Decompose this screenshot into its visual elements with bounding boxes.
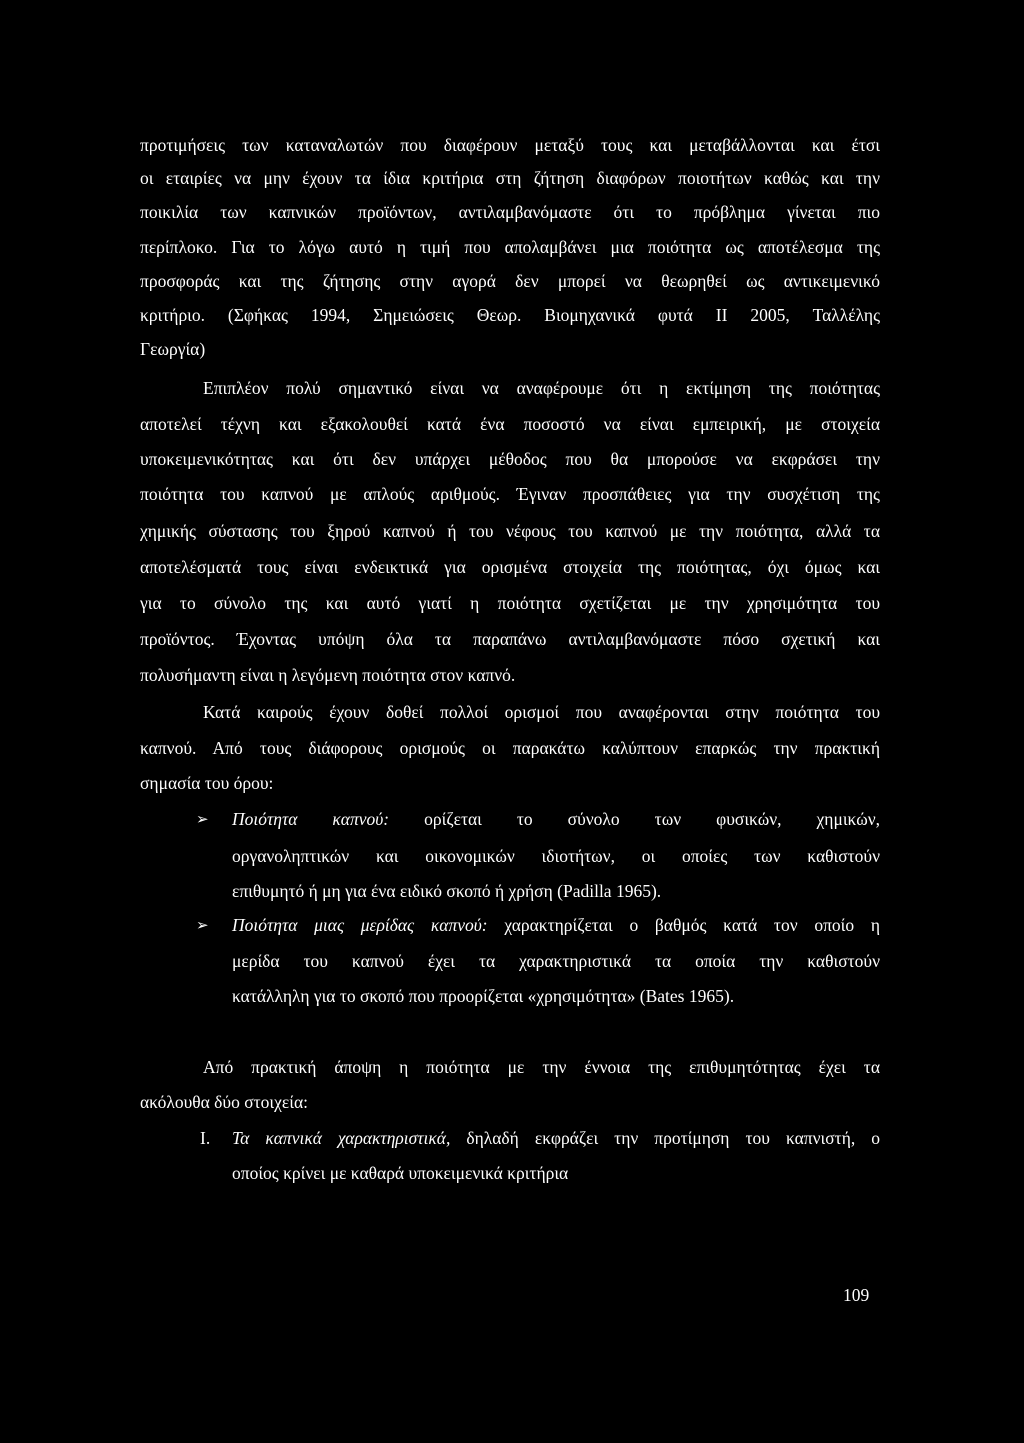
page-number: 109 bbox=[843, 1285, 870, 1305]
text-line: Από πρακτική άποψη η ποιότητα με την έννοια της επιθυμητότητας έχει τα bbox=[203, 1057, 880, 1077]
text-line: πολυσήμαντη είναι η λεγόμενη ποιότητα στον καπνό. bbox=[140, 665, 516, 685]
arrow-bullet-icon: ➢ bbox=[196, 810, 209, 828]
text-line: χημικής σύστασης του ξηρού καπνού ή του νέφους του καπνού με την ποιότητα, αλλά τα bbox=[140, 521, 880, 541]
bullet-item bbox=[232, 808, 880, 830]
text-line: κριτήριο. (Σφήκας 1994, Σημειώσεις Θεωρ. Βιομηχανικά φυτά II 2005, Ταλλέλης bbox=[140, 305, 880, 325]
text-line: προσφοράς και της ζήτησης στην αγορά δεν μπορεί να θεωρηθεί ως αντικειμενικό bbox=[140, 271, 880, 291]
list-number: I. bbox=[200, 1128, 211, 1148]
bullet-item bbox=[232, 914, 880, 936]
text-line: προτιμήσεις των καταναλωτών που διαφέρουν μεταξύ τους και μεταβάλλονται και έτσι bbox=[140, 135, 880, 155]
text-line: οργανοληπτικών και οικονομικών ιδιοτήτων, οι οποίες των καθιστούν bbox=[232, 846, 880, 866]
text-line: καπνού. Από τους διάφορους ορισμούς οι παρακάτω καλύπτουν επαρκώς την πρακτική bbox=[140, 738, 880, 758]
text-line: οποίος κρίνει με καθαρά υποκειμενικά κριτήρια bbox=[232, 1163, 569, 1183]
text-line: ακόλουθα δύο στοιχεία: bbox=[140, 1092, 308, 1112]
arrow-bullet-icon: ➢ bbox=[196, 916, 209, 934]
text-line: Γεωργία) bbox=[140, 339, 206, 359]
text-line: για το σύνολο της και αυτό γιατί η ποιότητα σχετίζεται με την χρησιμότητα του bbox=[140, 593, 880, 613]
text-line: υποκειμενικότητας και ότι δεν υπάρχει μέθοδος που θα μπορούσε να εκφράσει την bbox=[140, 449, 880, 469]
text-line: Κατά καιρούς έχουν δοθεί πολλοί ορισμοί που αναφέρονται στην ποιότητα του bbox=[203, 702, 880, 722]
text-line: προϊόντος. Έχοντας υπόψη όλα τα παραπάνω αντιλαμβανόμαστε πόσο σχετική και bbox=[140, 629, 880, 649]
bullet-text: χαρακτηρίζεται ο βαθμός κατά τον οποίο η bbox=[487, 915, 881, 935]
text-line: αποτελεί τέχνη και εξακολουθεί κατά ένα ποσοστό να είναι εμπειρική, με στοιχεία bbox=[140, 414, 880, 434]
text-line: μερίδα του καπνού έχει τα χαρακτηριστικά τα οποία την καθιστούν bbox=[232, 951, 880, 971]
bullet-term: Ποιότητα μιας μερίδας καπνού: bbox=[232, 915, 488, 935]
text-line: αποτελέσματά τους είναι ενδεικτικά για ορισμένα στοιχεία της ποιότητας, όχι όμως και bbox=[140, 557, 880, 577]
text-line: οι εταιρίες να μην έχουν τα ίδια κριτήρια στη ζήτηση διαφόρων ποιοτήτων καθώς και την bbox=[140, 168, 880, 188]
text-line: κατάλληλη για το σκοπό που προορίζεται «χρησιμότητα» (Bates 1965). bbox=[232, 986, 735, 1006]
text-line: Επιπλέον πολύ σημαντικό είναι να αναφέρουμε ότι η εκτίμηση της ποιότητας bbox=[203, 378, 880, 398]
text-line: ποικιλία των καπνικών προϊόντων, αντιλαμβανόμαστε ότι το πρόβλημα γίνεται πιο bbox=[140, 202, 880, 222]
text-line: ποιότητα του καπνού με απλούς αριθμούς. Έγιναν προσπάθειες για την συσχέτιση της bbox=[140, 484, 880, 504]
numbered-item bbox=[232, 1127, 880, 1149]
numbered-term: Τα καπνικά χαρακτηριστικά, bbox=[232, 1128, 451, 1148]
text-line: περίπλοκο. Για το λόγω αυτό η τιμή που απολαμβάνει μια ποιότητα ως αποτέλεσμα της bbox=[140, 237, 880, 257]
text-line: επιθυμητό ή μη για ένα ειδικό σκοπό ή χρήση (Padilla 1965). bbox=[232, 881, 662, 901]
text-line: σημασία του όρου: bbox=[140, 773, 274, 793]
bullet-term: Ποιότητα καπνού: bbox=[232, 809, 390, 829]
bullet-text: ορίζεται το σύνολο των φυσικών, χημικών, bbox=[389, 809, 881, 829]
numbered-text: δηλαδή εκφράζει την προτίμηση του καπνιστή, ο bbox=[450, 1128, 880, 1148]
